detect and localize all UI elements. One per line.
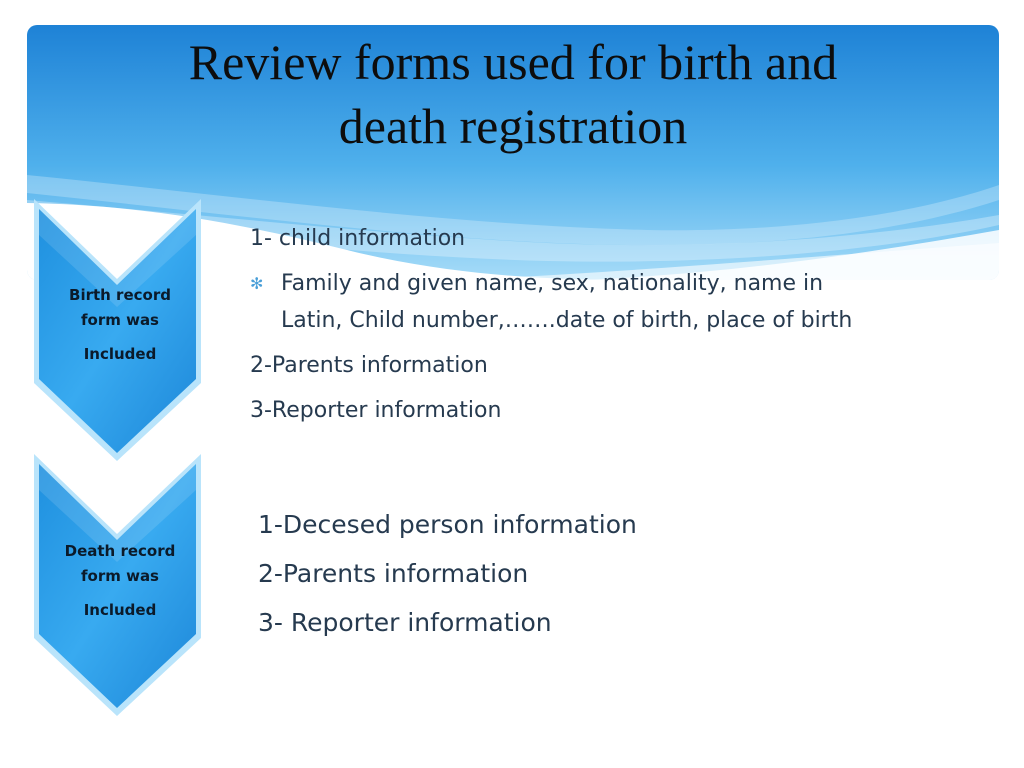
birth-record-label: Birth record form was Included	[69, 286, 171, 363]
reporter-information-item: 3-Reporter information	[250, 398, 502, 423]
slide-title-line2: death registration	[338, 98, 688, 154]
birth-record-chevron	[30, 195, 205, 465]
death-record-label: Death record form was Included	[64, 542, 176, 619]
slide-title-line1: Review forms used for birth and	[188, 34, 838, 90]
death-parents-information-item: 2-Parents information	[258, 559, 529, 588]
birth-details	[250, 220, 990, 429]
asterisk-bullet-icon: ✻	[250, 274, 264, 293]
parents-information-item: 2-Parents information	[250, 353, 488, 378]
child-fields-bullet: ✻ Family and given name, sex, nationality, name in Latin, Child number,…….date of birth, place of birth	[250, 265, 990, 339]
death-details	[258, 500, 958, 647]
deceased-person-information-item: 1-Decesed person information	[258, 510, 637, 539]
slide-title	[27, 30, 999, 158]
death-record-chevron	[30, 450, 205, 720]
child-information-item: 1- child information	[250, 226, 466, 251]
death-reporter-information-item: 3- Reporter information	[258, 608, 552, 637]
